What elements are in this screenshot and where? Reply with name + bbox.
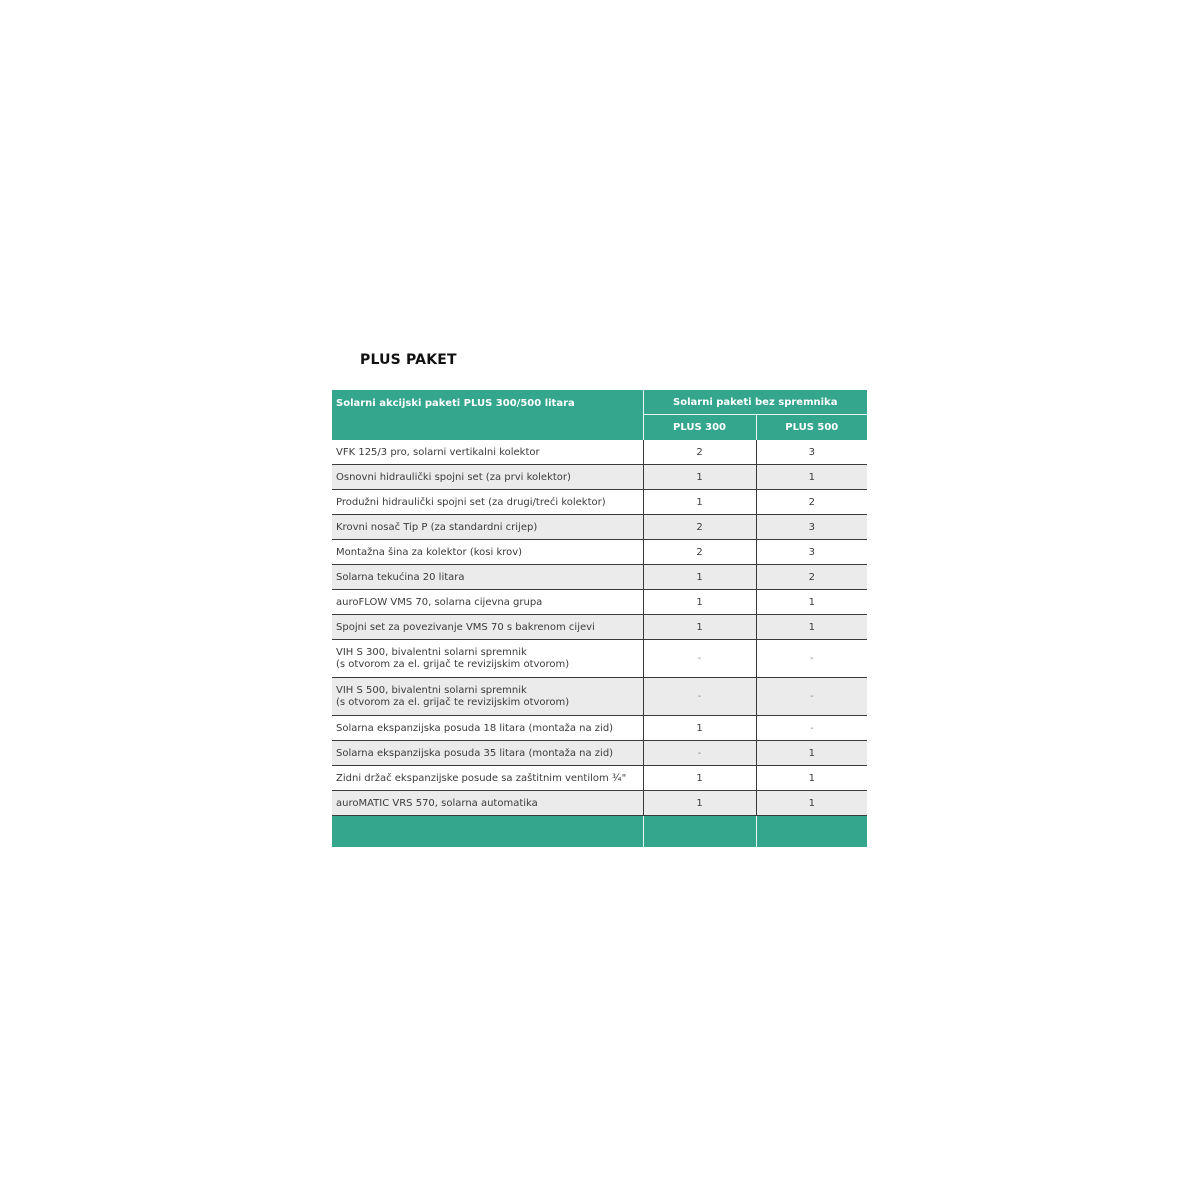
- row-label-text: Produžni hidraulički spojni set (za drugi/treći kolektor): [336, 496, 606, 508]
- table-row: [332, 791, 867, 816]
- plus500-value: 3: [756, 540, 867, 565]
- row-label-subtext: (s otvorom za el. grijač te revizijskim otvorom): [336, 658, 570, 670]
- table-footer: [332, 816, 867, 848]
- table-row: [332, 640, 867, 678]
- row-label: [332, 678, 643, 716]
- plus500-value: -: [756, 640, 867, 678]
- plus500-value: 1: [756, 590, 867, 615]
- plus500-value: -: [756, 678, 867, 716]
- row-label: [332, 766, 643, 791]
- plus500-value: 1: [756, 741, 867, 766]
- plus300-value: -: [643, 741, 756, 766]
- plus300-value: 1: [643, 615, 756, 640]
- column-header-plus300: PLUS 300: [643, 415, 756, 441]
- plus300-value: 1: [643, 716, 756, 741]
- plus300-value: 1: [643, 565, 756, 590]
- row-label-text: auroFLOW VMS 70, solarna cijevna grupa: [336, 596, 543, 608]
- row-label: [332, 440, 643, 465]
- row-label: [332, 791, 643, 816]
- table-row: [332, 465, 867, 490]
- table-row: [332, 440, 867, 465]
- row-label: [332, 615, 643, 640]
- plus300-value: -: [643, 678, 756, 716]
- plus500-value: 3: [756, 440, 867, 465]
- row-label-text: VIH S 500, bivalentni solarni spremnik: [336, 684, 527, 696]
- row-label-text: Montažna šina za kolektor (kosi krov): [336, 546, 523, 558]
- row-label-text: Osnovni hidraulički spojni set (za prvi kolektor): [336, 471, 571, 483]
- row-label-text: Spojni set za povezivanje VMS 70 s bakrenom cijevi: [336, 621, 595, 633]
- row-label: [332, 465, 643, 490]
- row-label-text: Solarna ekspanzijska posuda 35 litara (montaža na zid): [336, 747, 614, 759]
- table-row: [332, 540, 867, 565]
- footer-cell: [643, 816, 756, 848]
- plus300-value: 1: [643, 590, 756, 615]
- row-label: [332, 490, 643, 515]
- plus500-value: 2: [756, 565, 867, 590]
- plus300-value: 1: [643, 490, 756, 515]
- row-label: [332, 565, 643, 590]
- table-row: [332, 615, 867, 640]
- table-row: [332, 490, 867, 515]
- table-row: [332, 741, 867, 766]
- plus500-value: -: [756, 716, 867, 741]
- plus300-value: 1: [643, 791, 756, 816]
- row-label-text: Solarna tekućina 20 litara: [336, 571, 465, 583]
- table-row: [332, 766, 867, 791]
- column-header-plus500: PLUS 500: [756, 415, 867, 441]
- row-label-text: Krovni nosač Tip P (za standardni crijep): [336, 521, 538, 533]
- table-row: [332, 590, 867, 615]
- row-label-text: VIH S 300, bivalentni solarni spremnik: [336, 646, 527, 658]
- plus500-value: 1: [756, 766, 867, 791]
- plus500-value: 1: [756, 615, 867, 640]
- page-title: PLUS PAKET: [360, 352, 457, 368]
- row-label-text: auroMATIC VRS 570, solarna automatika: [336, 797, 538, 809]
- row-label-text: VFK 125/3 pro, solarni vertikalni kolektor: [336, 446, 540, 458]
- plus300-value: 2: [643, 440, 756, 465]
- row-label: [332, 540, 643, 565]
- row-label-text: Zidni držač ekspanzijske posude sa zaštitnim ventilom ¾": [336, 772, 627, 784]
- row-label-subtext: (s otvorom za el. grijač te revizijskim otvorom): [336, 696, 570, 708]
- row-label-text: Solarna ekspanzijska posuda 18 litara (montaža na zid): [336, 722, 614, 734]
- table-row: [332, 716, 867, 741]
- table-row: [332, 515, 867, 540]
- row-label: [332, 741, 643, 766]
- footer-cell: [332, 816, 643, 848]
- plus300-value: 2: [643, 515, 756, 540]
- package-table: [332, 390, 867, 847]
- table-row: [332, 678, 867, 716]
- plus500-value: 1: [756, 465, 867, 490]
- table-row: [332, 565, 867, 590]
- package-table-container: [332, 390, 867, 847]
- plus500-value: 1: [756, 791, 867, 816]
- main-column-header: Solarni akcijski paketi PLUS 300/500 litara: [332, 390, 643, 440]
- row-label: [332, 716, 643, 741]
- group-column-header: Solarni paketi bez spremnika: [643, 390, 867, 415]
- table-body: [332, 440, 867, 847]
- plus300-value: 2: [643, 540, 756, 565]
- plus300-value: -: [643, 640, 756, 678]
- row-label: [332, 640, 643, 678]
- footer-cell: [756, 816, 867, 848]
- row-label: [332, 590, 643, 615]
- plus500-value: 2: [756, 490, 867, 515]
- plus300-value: 1: [643, 465, 756, 490]
- row-label: [332, 515, 643, 540]
- plus500-value: 3: [756, 515, 867, 540]
- plus300-value: 1: [643, 766, 756, 791]
